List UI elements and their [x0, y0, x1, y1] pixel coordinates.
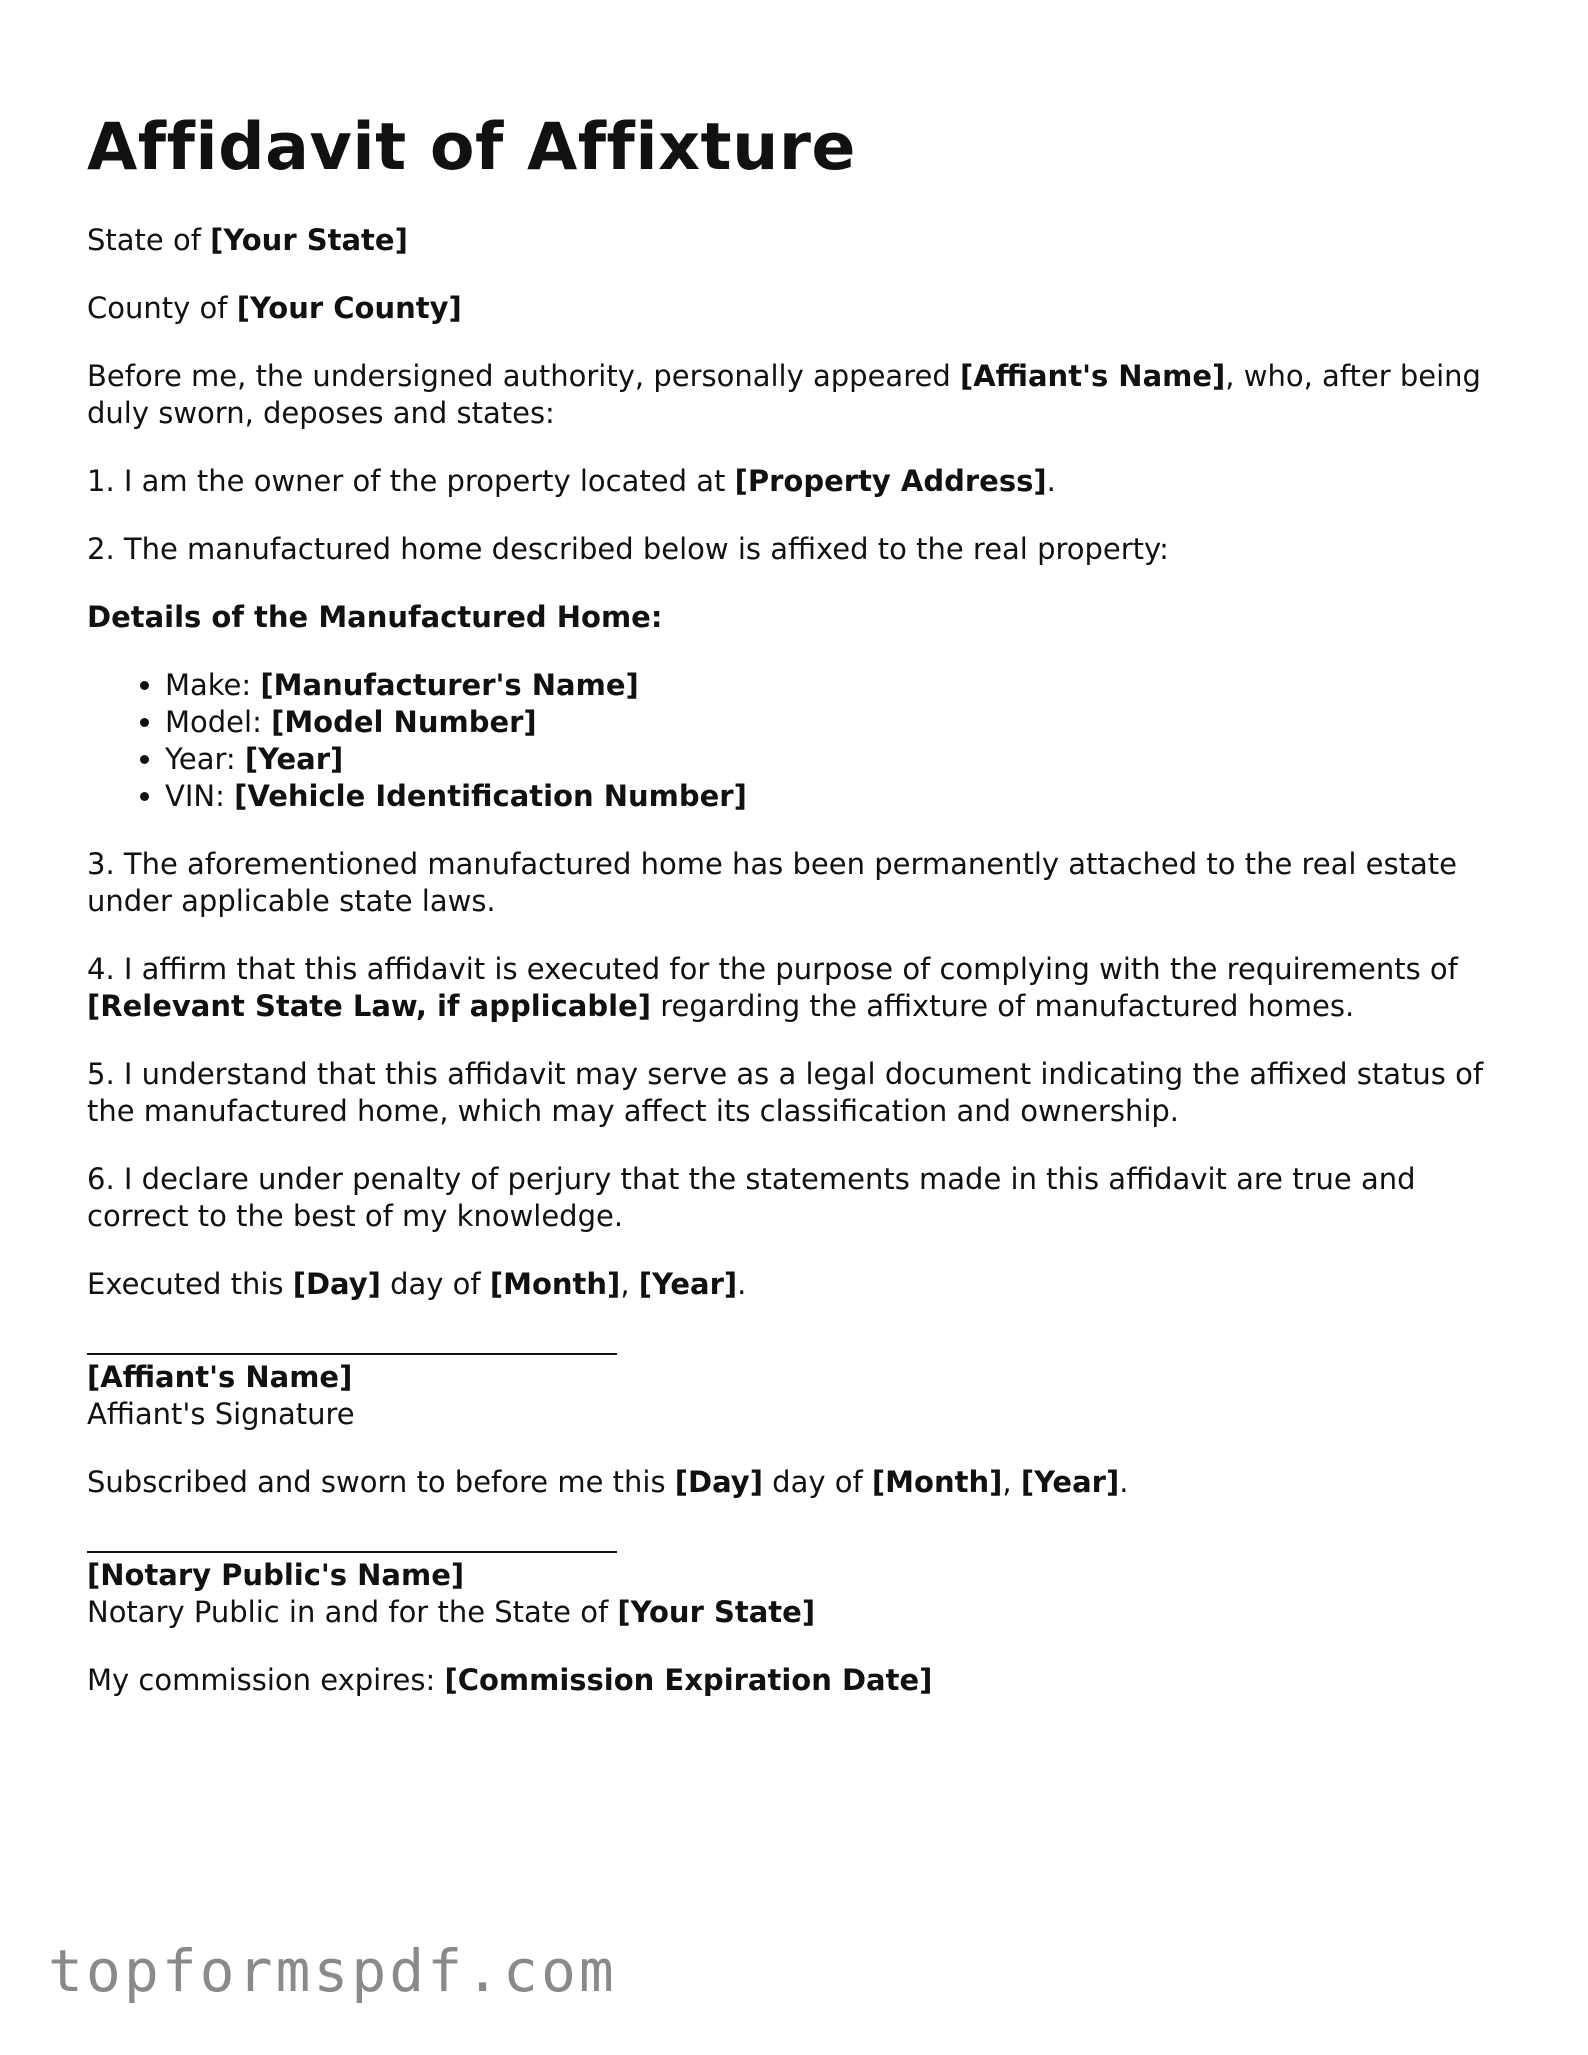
affiant-signature-label: Affiant's Signature: [87, 1397, 355, 1431]
statement-4-end: regarding the affixture of manufactured homes.: [651, 989, 1355, 1023]
list-item-make: [165, 667, 1507, 704]
affidavit-document: [87, 108, 1507, 1730]
commission-line: [87, 1662, 1507, 1699]
commission-date-field: [Commission Expiration Date]: [444, 1663, 933, 1697]
affiant-signature-line: [87, 1353, 617, 1355]
details-heading: [87, 599, 1507, 636]
affiant-signature-name-text: [Affiant's Name]: [87, 1360, 353, 1394]
year-value: [Year]: [244, 742, 344, 776]
notary-signature-line: [87, 1551, 617, 1553]
statement-2: 2. The manufactured home described below is affixed to the real property:: [87, 532, 1169, 566]
notary-signature-block: [87, 1551, 1507, 1631]
subscribed-year-field: [Year]: [1020, 1465, 1120, 1499]
executed-mid: day of: [380, 1267, 490, 1301]
subscribed-end: .: [1119, 1465, 1129, 1499]
notary-state-line: [87, 1594, 1507, 1631]
subscribed-month-field: [Month]: [871, 1465, 1003, 1499]
state-line: [87, 222, 1507, 259]
list-item-model: [165, 704, 1507, 741]
details-heading-text: Details of the Manufactured Home:: [87, 600, 663, 634]
statement-1: [87, 463, 1507, 500]
statement-5: 5. I understand that this affidavit may serve as a legal document indicating the affixed status of the manufactured home, which may affect its classification and ownership.: [87, 1057, 1484, 1128]
vin-value: [Vehicle Identification Number]: [234, 779, 747, 813]
notary-signature-name: [87, 1557, 1507, 1594]
affiant-signature-block: [87, 1353, 1507, 1433]
intro-paragraph: [87, 358, 1507, 432]
make-value: [Manufacturer's Name]: [260, 668, 639, 702]
model-label: Model:: [165, 705, 272, 739]
notary-name-text: [Notary Public's Name]: [87, 1558, 465, 1592]
watermark: topformspdf.com: [48, 1937, 617, 2005]
list-item-vin: [165, 778, 1507, 815]
executed-year-field: [Year]: [638, 1267, 738, 1301]
statement-1-text: 1. I am the owner of the property located at: [87, 464, 735, 498]
subscribed-line: [87, 1464, 1507, 1501]
state-value: [Your State]: [210, 223, 408, 257]
make-label: Make:: [165, 668, 261, 702]
document-title: Affidavit of Affixture: [87, 110, 857, 185]
year-label: Year:: [165, 742, 245, 776]
executed-prefix: Executed this: [87, 1267, 293, 1301]
state-label: State of: [87, 223, 211, 257]
state-law-field: [Relevant State Law, if applicable]: [87, 989, 651, 1023]
subscribed-prefix: Subscribed and sworn to before me this: [87, 1465, 675, 1499]
statement-6: 6. I declare under penalty of perjury that the statements made in this affidavit are true and correct to the best of my knowledge.: [87, 1162, 1416, 1233]
subscribed-mid: day of: [762, 1465, 872, 1499]
commission-label: My commission expires:: [87, 1663, 445, 1697]
notary-state-field: [Your State]: [617, 1595, 816, 1629]
subscribed-comma: ,: [1002, 1465, 1021, 1499]
model-value: [Model Number]: [271, 705, 537, 739]
intro-text-after: , who, after being duly sworn, deposes and states:: [87, 359, 1481, 430]
statement-1-end: .: [1046, 464, 1056, 498]
executed-comma: ,: [620, 1267, 639, 1301]
county-line: [87, 290, 1507, 327]
statement-4-text: 4. I affirm that this affidavit is executed for the purpose of complying with the requirements of: [87, 952, 1458, 986]
statement-3: 3. The aforementioned manufactured home has been permanently attached to the real estate under applicable state laws.: [87, 847, 1457, 918]
executed-day-field: [Day]: [292, 1267, 381, 1301]
executed-end: .: [737, 1267, 747, 1301]
affiant-signature-name: [87, 1359, 1507, 1396]
executed-month-field: [Month]: [489, 1267, 621, 1301]
county-label: County of: [87, 291, 237, 325]
list-item-year: [165, 741, 1507, 778]
property-address-field: [Property Address]: [734, 464, 1047, 498]
notary-state-label: Notary Public in and for the State of: [87, 1595, 618, 1629]
intro-text-before: Before me, the undersigned authority, personally appeared: [87, 359, 960, 393]
statement-4: [87, 951, 1507, 1025]
home-details-list: [87, 667, 1507, 815]
affiant-name-field: [Affiant's Name]: [959, 359, 1226, 393]
executed-line: [87, 1266, 1507, 1303]
subscribed-day-field: [Day]: [674, 1465, 763, 1499]
vin-label: VIN:: [165, 779, 235, 813]
county-value: [Your County]: [236, 291, 462, 325]
